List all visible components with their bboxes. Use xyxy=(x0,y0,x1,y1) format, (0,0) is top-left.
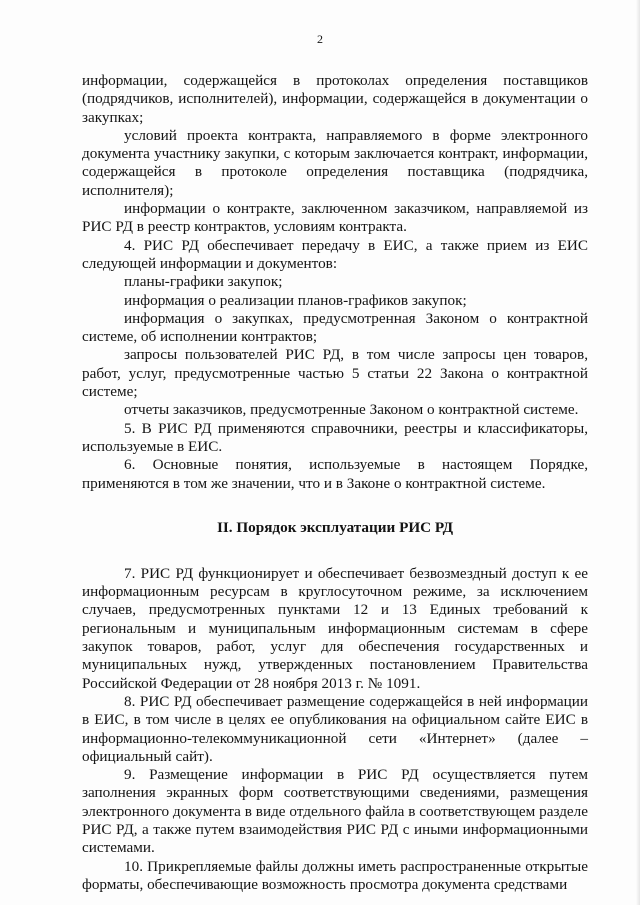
paragraph-item-4: 4. РИС РД обеспечивает передачу в ЕИС, а также прием из ЕИС следующей информации и документов: xyxy=(82,236,588,272)
paragraph-item-7: 7. РИС РД функционирует и обеспечивает безвозмездный доступ к ее информационным ресурсам в круглосуточном режиме, за исключением случаев, предусмотренных пунктами 12 и 13 Единых требований к региональным и муниципальным информационным системам в сфере закупок товаров, работ, услуг для обеспечения государственных и муниципальных нужд, утвержденных постановлением Правительства Российской Федерации от 28 ноября 2013 г. № 1091. xyxy=(82,564,588,692)
paragraph-item-5: 5. В РИС РД применяются справочники, реестры и классификаторы, используемые в ЕИС. xyxy=(82,419,588,455)
paragraph-procurement-info: информация о закупках, предусмотренная Законом о контрактной системе, об исполнении контрактов; xyxy=(82,309,588,346)
paragraph-item-8: 8. РИС РД обеспечивает размещение содержащейся в ней информации в ЕИС, в том числе в целях ее опубликования на официальном сайте ЕИС в информационно-телекоммуникационной сети «Интернет» (далее – официальный сайт). xyxy=(82,692,588,765)
paragraph-item-10: 10. Прикрепляемые файлы должны иметь распространенные открытые форматы, обеспечивающие возможность просмотра документа средствами xyxy=(82,857,588,893)
section-heading: II. Порядок эксплуатации РИС РД xyxy=(216,518,454,536)
page-number: 2 xyxy=(317,32,323,46)
paragraph-schedules-implementation: информация о реализации планов-графиков закупок; xyxy=(124,291,467,309)
paragraph-protocols-info: информации, содержащейся в протоколах определения поставщиков (подрядчиков, исполнителей), информации, содержащейся в документации о закупках; xyxy=(82,72,588,126)
paragraph-item-6: 6. Основные понятия, используемые в настоящем Порядке, применяются в том же значении, что и в Законе о контрактной системе. xyxy=(82,456,588,492)
paragraph-customer-reports: отчеты заказчиков, предусмотренные Законом о контрактной системе. xyxy=(124,401,579,419)
scan-edge-shadow xyxy=(636,0,640,905)
paragraph-user-requests: запросы пользователей РИС РД, в том числе запросы цен товаров, работ, услуг, предусмотренные частью 5 статьи 22 Закона о контрактной системе; xyxy=(82,346,588,401)
paragraph-schedules: планы-графики закупок; xyxy=(124,273,283,291)
document-body xyxy=(82,72,588,894)
paragraph-item-9: 9. Размещение информации в РИС РД осуществляется путем заполнения экранных форм соответствующими сведениями, размещения электронного документа в виде отдельного файла в соответствующем разделе РИС РД, а также путем взаимодействия РИС РД с иными информационными системами. xyxy=(82,766,588,857)
paragraph-contract-info: информации о контракте, заключенном заказчиком, направляемой из РИС РД в реестр контрактов, условиям контракта. xyxy=(82,200,588,236)
paragraph-contract-draft: условий проекта контракта, направляемого в форме электронного документа участнику закупки, с которым заключается контракт, информации, содержащейся в протоколе определения поставщика (подрядчика, исполнителя); xyxy=(82,126,588,199)
